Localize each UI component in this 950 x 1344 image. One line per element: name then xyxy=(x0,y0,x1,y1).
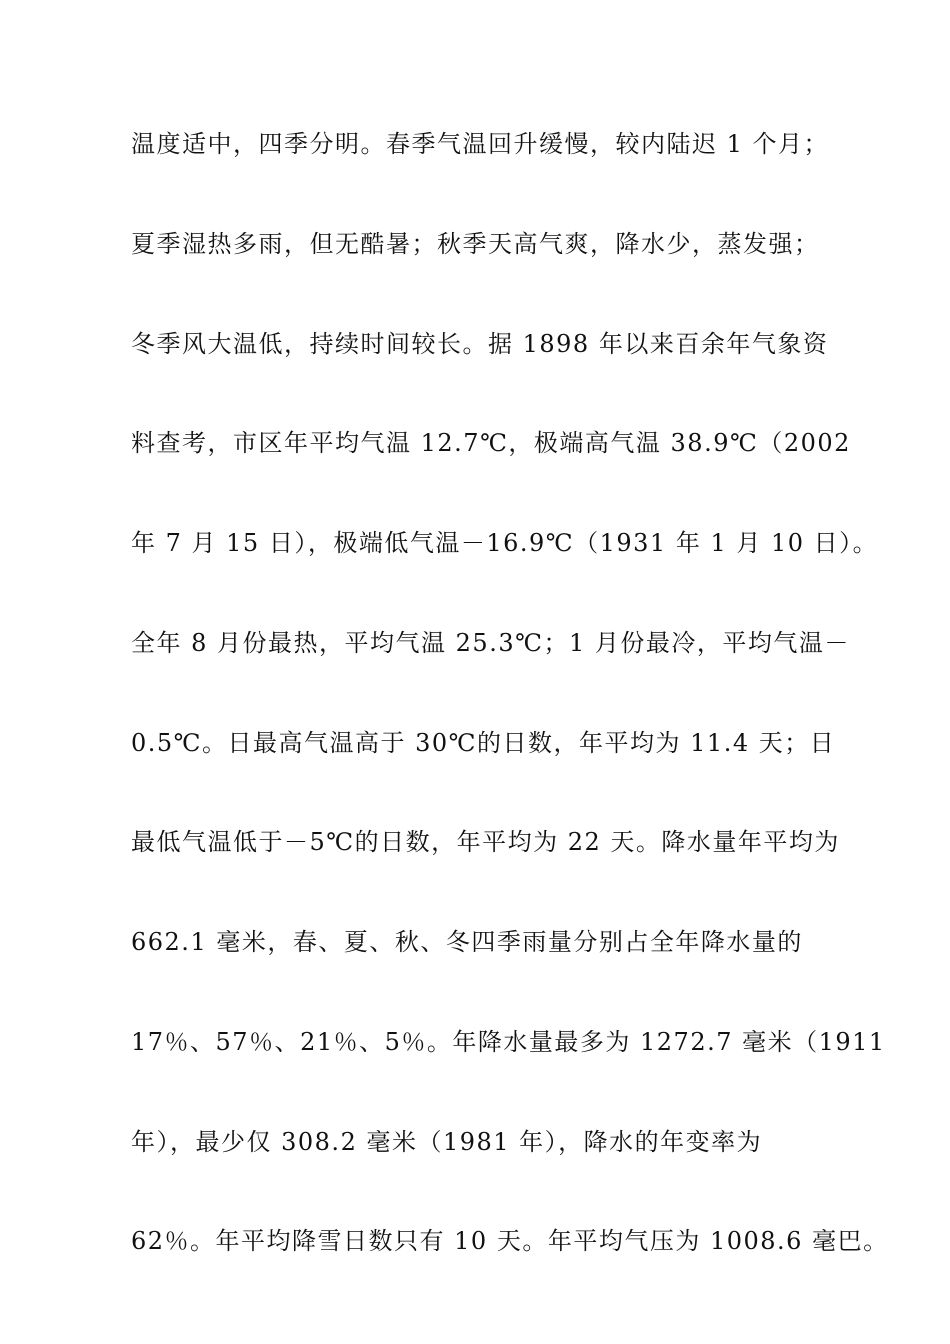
text-line-4: 料查考，市区年平均气温 12.7℃，极端高气温 38.9℃（2002 xyxy=(131,429,851,457)
text-line-10: 17％、57％、21％、5％。年降水量最多为 1272.7 毫米（1911 xyxy=(131,1028,886,1056)
text-line-6: 全年 8 月份最热，平均气温 25.3℃；1 月份最冷，平均气温－ xyxy=(131,629,850,657)
text-line-11: 年），最少仅 308.2 毫米（1981 年），降水的年变率为 xyxy=(131,1128,763,1156)
text-line-2: 夏季湿热多雨，但无酷暑；秋季天高气爽，降水少，蒸发强； xyxy=(131,230,820,258)
text-line-9: 662.1 毫米，春、夏、秋、冬四季雨量分别占全年降水量的 xyxy=(131,928,803,956)
text-line-5: 年 7 月 15 日），极端低气温－16.9℃（1931 年 1 月 10 日）。 xyxy=(131,529,879,557)
text-line-8: 最低气温低于－5℃的日数，年平均为 22 天。降水量年平均为 xyxy=(131,828,840,856)
text-line-7: 0.5℃。日最高气温高于 30℃的日数，年平均为 11.4 天；日 xyxy=(131,729,836,757)
text-line-12: 62％。年平均降雪日数只有 10 天。年平均气压为 1008.6 毫巴。 xyxy=(131,1227,889,1255)
text-line-1: 温度适中，四季分明。春季气温回升缓慢，较内陆迟 1 个月； xyxy=(131,130,830,158)
text-line-3: 冬季风大温低，持续时间较长。据 1898 年以来百余年气象资 xyxy=(131,330,829,358)
